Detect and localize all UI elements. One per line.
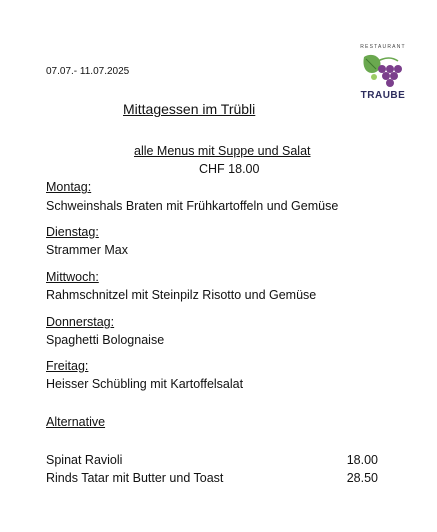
logo-top-text: RESTAURANT xyxy=(360,44,406,50)
menu-subtitle: alle Menus mit Suppe und Salat xyxy=(134,144,311,158)
logo-name: TRAUBE xyxy=(360,90,406,101)
dish-wednesday: Rahmschnitzel mit Steinpilz Risotto und Gemüse xyxy=(46,288,317,302)
day-label-wednesday: Mittwoch: xyxy=(46,270,99,284)
day-label-thursday: Donnerstag: xyxy=(46,315,115,329)
day-label-monday: Montag: xyxy=(46,180,92,194)
alternative-heading: Alternative xyxy=(46,415,106,429)
dish-monday: Schweinshals Braten mit Frühkartoffeln und Gemüse xyxy=(46,199,339,213)
dish-friday: Heisser Schübling mit Kartoffelsalat xyxy=(46,377,244,391)
alternative-item-price: 18.00 xyxy=(346,453,378,467)
dish-thursday: Spaghetti Bolognaise xyxy=(46,333,165,347)
restaurant-logo xyxy=(352,44,414,104)
alternative-item-name: Rinds Tatar mit Butter und Toast xyxy=(46,471,224,485)
date-range: 07.07.- 11.07.2025 xyxy=(46,66,130,77)
menu-price: CHF 18.00 xyxy=(199,162,260,176)
page-title: Mittagessen im Trübli xyxy=(123,101,256,117)
day-label-tuesday: Dienstag: xyxy=(46,225,99,239)
grape-icon xyxy=(360,51,406,91)
alternative-item-price: 28.50 xyxy=(346,471,378,485)
alternative-item-name: Spinat Ravioli xyxy=(46,453,123,467)
day-label-friday: Freitag: xyxy=(46,359,89,373)
dish-tuesday: Strammer Max xyxy=(46,243,128,257)
